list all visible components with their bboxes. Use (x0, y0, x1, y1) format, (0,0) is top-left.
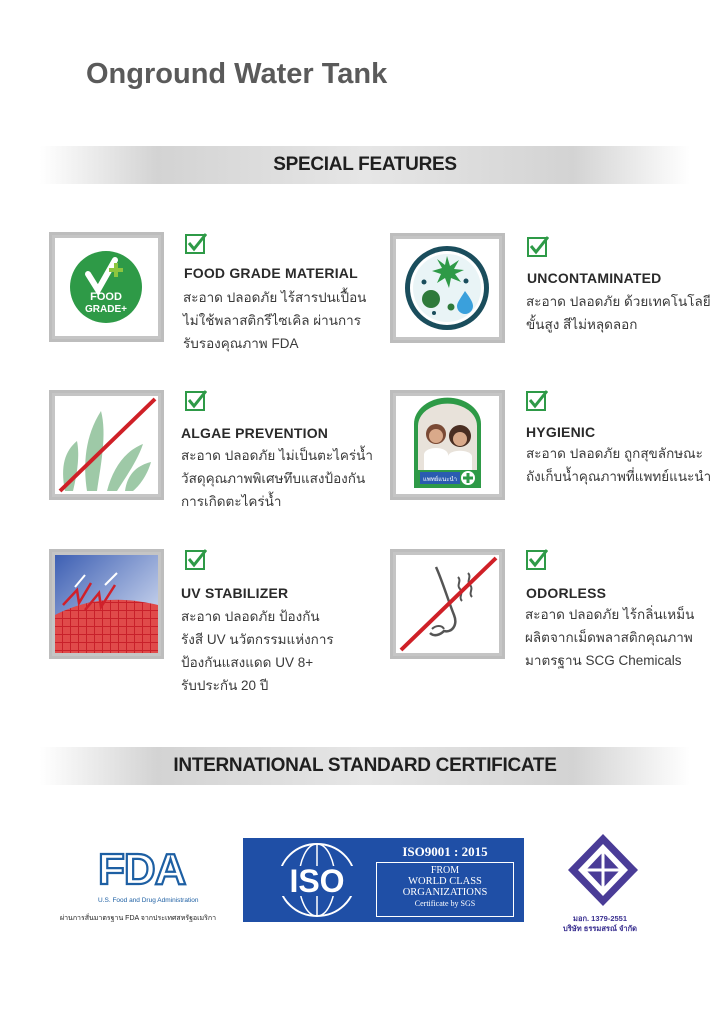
feature-desc-algae: สะอาด ปลอดภัย ไม่เป็นตะไคร่น้ำ วัสดุคุณภาพพิเศษทึบแสงป้องกัน การเกิดตะไคร่น้ำ (181, 448, 373, 509)
special-features-band (40, 146, 690, 184)
no-odor-icon (396, 555, 499, 653)
feature-desc-uncontaminated: สะอาด ปลอดภัย ด้วยเทคโนโลยี ขั้นสูง สีไม่หลุดลอก (526, 294, 711, 332)
iso-line1: FROM (430, 865, 460, 876)
checkbox-icon (185, 548, 207, 570)
iso-standard: ISO9001 : 2015 (402, 844, 488, 859)
food-grade-icon-text-1: FOOD (90, 291, 122, 303)
algae-icon (55, 396, 158, 494)
feature-desc-hygienic: สะอาด ปลอดภัย ถูกสุขลักษณะ ถังเก็บน้ำคุณภาพที่แพทย์แนะนำ (526, 446, 712, 484)
iso-globe-icon (261, 842, 373, 918)
doctor-recommend-icon-text: แพทย์แนะนำ (423, 476, 457, 483)
feature-desc-odorless: สะอาด ปลอดภัย ไร้กลิ่นเหม็น ผลิตจากเม็ดพลาสติกคุณภาพ มาตรฐาน SCG Chemicals (525, 607, 695, 668)
fda-logo (98, 846, 208, 904)
fda-logo-mark (98, 846, 208, 890)
tis-logo (566, 832, 640, 908)
feature-desc-uv: สะอาด ปลอดภัย ป้องกัน รังสี UV นวัตกรรมแห่งการ ป้องกันแสงแดด UV 8+ รับประกัน 20 ปี (181, 609, 334, 693)
special-features-heading: SPECIAL FEATURES (273, 154, 457, 175)
feature-title-uncontaminated: UNCONTAMINATED (527, 270, 662, 286)
iso-detail-box (376, 862, 514, 917)
fda-subtitle: U.S. Food and Drug Administration (98, 897, 199, 904)
hygienic-icon-tile (390, 390, 505, 500)
iso-line3: ORGANIZATIONS (402, 887, 488, 898)
page-title: Onground Water Tank (86, 58, 388, 90)
iso-standard-text (376, 844, 514, 860)
tis-line2: บริษัท ธรรมสรณ์ จำกัด (563, 924, 638, 933)
uv-shield-icon (55, 555, 158, 653)
uncontaminated-icon-tile (390, 233, 505, 343)
food-grade-icon-tile (49, 232, 164, 342)
feature-title-odorless: ODORLESS (526, 585, 607, 601)
checkbox-icon (527, 235, 549, 257)
checkbox-icon (185, 389, 207, 411)
tis-line1: มอก. 1379-2551 (573, 914, 628, 923)
odorless-icon-tile (390, 549, 505, 659)
certificate-band (40, 747, 690, 785)
feature-title-hygienic: HYGIENIC (526, 424, 596, 440)
feature-title-food-grade: FOOD GRADE MATERIAL (184, 265, 358, 281)
iso-line4: Certificate by SGS (414, 899, 476, 908)
fda-logo-text: FDA (98, 846, 186, 890)
algae-icon-tile (49, 390, 164, 500)
feature-desc-food-grade: สะอาด ปลอดภัย ไร้สารปนเปื้อน ไม่ใช้พลาสติกรีไซเคิล ผ่านการ รับรองคุณภาพ FDA (183, 290, 367, 351)
iso-line2: WORLD CLASS (408, 876, 482, 887)
food-grade-icon-text-2: GRADE+ (85, 304, 127, 315)
iso-logo (243, 838, 524, 922)
checkbox-icon (526, 548, 548, 570)
uv-icon-tile (49, 549, 164, 659)
food-grade-icon (55, 238, 158, 336)
checkbox-icon (526, 389, 548, 411)
bacteria-icon (396, 239, 499, 337)
doctor-recommend-icon (396, 396, 499, 494)
iso-logo-text: ISO (289, 863, 345, 899)
feature-title-uv: UV STABILIZER (181, 585, 289, 601)
feature-title-algae: ALGAE PREVENTION (181, 425, 329, 441)
certificate-heading: INTERNATIONAL STANDARD CERTIFICATE (173, 755, 557, 776)
fda-caption: ผ่านการสั่นมาตรฐาน FDA จากประเทศสหรัฐอเมริกา (60, 915, 217, 922)
checkbox-icon (185, 232, 207, 254)
